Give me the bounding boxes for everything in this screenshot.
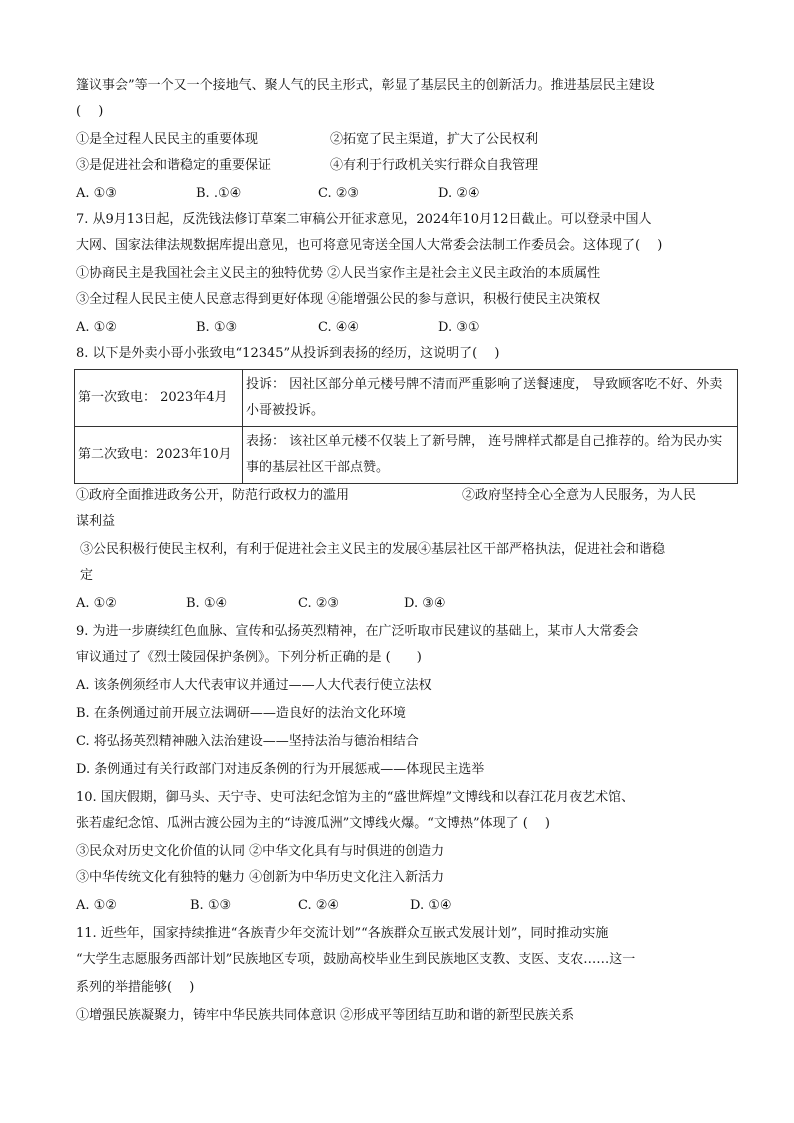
q10-statements-1-2: ③民众对历史文化价值的认同 ②中华文化具有与时俱进的创造力 xyxy=(76,844,445,859)
q7-option-d: D. ③① xyxy=(438,320,480,335)
q8-option-d: D. ③④ xyxy=(404,596,446,611)
q9-stem-line2: 审议通过了《烈士陵园保护条例》。下列分析正确的是 ( ) xyxy=(76,650,422,665)
table-cell-complaint: 投诉： 因社区部分单元楼号牌不清而严重影响了送餐速度， 导致顾客吃不好、外卖小哥被投诉。 xyxy=(243,370,738,427)
table-cell-first-call: 第一次致电： 2023年4月 xyxy=(75,370,243,427)
q10-option-a: A. ①② xyxy=(76,898,117,913)
q8-option-a: A. ①② xyxy=(76,596,117,611)
table-row xyxy=(75,427,738,484)
q11-stem-line2: “大学生志愿服务西部计划”民族地区专项，鼓励高校毕业生到民族地区支教、支医、支农……这一 xyxy=(76,952,636,967)
q8-option-c: C. ②③ xyxy=(298,596,340,611)
q7-statements-1-2: ①协商民主是我国社会主义民主的独特优势 ②人民当家作主是社会主义民主政治的本质属性 xyxy=(76,266,601,281)
q6-option-d: D. ②④ xyxy=(438,186,480,201)
q7-stem-line2: 大网、国家法律法规数据库提出意见，也可将意见寄送全国人大常委会法制工作委员会。这体现了( ) xyxy=(76,238,663,253)
q10-option-d: D. ①④ xyxy=(410,898,452,913)
q7-stem-line1: 7. 从9月13日起，反洗钱法修订草案二审稿公开征求意见，2024年10月12日截止。可以登录中国人 xyxy=(76,212,652,227)
q11-statements-1-2: ①增强民族凝聚力，铸牢中华民族共同体意识 ②形成平等团结互助和谐的新型民族关系 xyxy=(76,1008,575,1023)
q11-stem-line1: 11. 近些年，国家持续推进“各族青少年交流计划”“各族群众互嵌式发展计划”，同时推动实施 xyxy=(76,926,609,941)
q7-statements-3-4: ③全过程人民民主使人民意志得到更好体现 ④能增强公民的参与意识，积极行使民主决策权 xyxy=(76,292,601,307)
q10-stem-line2: 张若虚纪念馆、瓜洲古渡公园为主的“诗渡瓜洲”文博线火爆。“文博热”体现了 ( ) xyxy=(76,816,550,831)
q6-statement-4: ④有利于行政机关实行群众自我管理 xyxy=(330,158,539,173)
table-cell-second-call: 第二次致电：2023年10月 xyxy=(75,427,243,484)
q8-statement-2b: 谋利益 xyxy=(76,514,116,529)
q11-stem-line3: 系列的举措能够( ) xyxy=(76,980,195,995)
q8-call-table xyxy=(74,369,738,484)
q9-option-d: D. 条例通过有关行政部门对违反条例的行为开展惩戒——体现民主选举 xyxy=(76,762,485,777)
q6-statement-2: ②拓宽了民主渠道，扩大了公民权利 xyxy=(330,132,539,147)
table-cell-praise: 表扬： 该社区单元楼不仅装上了新号牌， 连号牌样式都是自己推荐的。给为民办实事的基层社区干部点赞。 xyxy=(243,427,738,484)
q9-stem-line1: 9. 为进一步赓续红色血脉、宣传和弘扬英烈精神，在广泛听取市民建议的基础上，某市人大常委会 xyxy=(76,624,639,639)
q8-option-b: B. ①④ xyxy=(186,596,228,611)
q9-option-c: C. 将弘扬英烈精神融入法治建设——坚持法治与德治相结合 xyxy=(76,734,419,749)
table-row xyxy=(75,370,738,427)
q9-option-a: A. 该条例须经市人大代表审议并通过——人大代表行使立法权 xyxy=(76,678,432,693)
q7-option-c: C. ④④ xyxy=(318,320,360,335)
q10-option-b: B. ①③ xyxy=(190,898,232,913)
q6-option-a: A. ①③ xyxy=(76,186,117,201)
q8-stem: 8. 以下是外卖小哥小张致电“12345”从投诉到表扬的经历，这说明了( ) xyxy=(76,346,500,361)
q6-statement-1: ①是全过程人民民主的重要体现 xyxy=(76,132,259,147)
q10-option-c: C. ②④ xyxy=(298,898,340,913)
q6-stem-line1: 篷议事会”等一个又一个接地气、聚人气的民主形式，彰显了基层民主的创新活力。推进基层民主建设 xyxy=(76,78,655,93)
q10-statements-3-4: ③中华传统文化有独特的魅力 ④创新为中华历史文化注入新活力 xyxy=(76,870,445,885)
q8-statement-2a: ②政府坚持全心全意为人民服务，为人民 xyxy=(462,488,697,503)
q6-option-b: B. .①④ xyxy=(196,186,242,201)
q7-option-b: B. ①③ xyxy=(196,320,238,335)
q7-option-a: A. ①② xyxy=(76,320,117,335)
q8-statement-3-4b: 定 xyxy=(80,568,94,583)
q8-statement-1: ①政府全面推进政务公开，防范行政权力的滥用 xyxy=(76,488,350,503)
q10-stem-line1: 10. 国庆假期，御马头、天宁寺、史可法纪念馆为主的“盛世辉煌”文博线和以春江花月夜艺术馆、 xyxy=(76,790,635,805)
q6-option-c: C. ②③ xyxy=(318,186,360,201)
q9-option-b: B. 在条例通过前开展立法调研——造良好的法治文化环境 xyxy=(76,706,406,721)
q6-statement-3: ③是促进社会和谐稳定的重要保证 xyxy=(76,158,272,173)
q8-statement-3-4a: ③公民积极行使民主权利，有利于促进社会主义民主的发展④基层社区干部严格执法，促进社会和谐稳 xyxy=(80,542,666,557)
q6-stem-blank: ( ) xyxy=(76,104,104,119)
